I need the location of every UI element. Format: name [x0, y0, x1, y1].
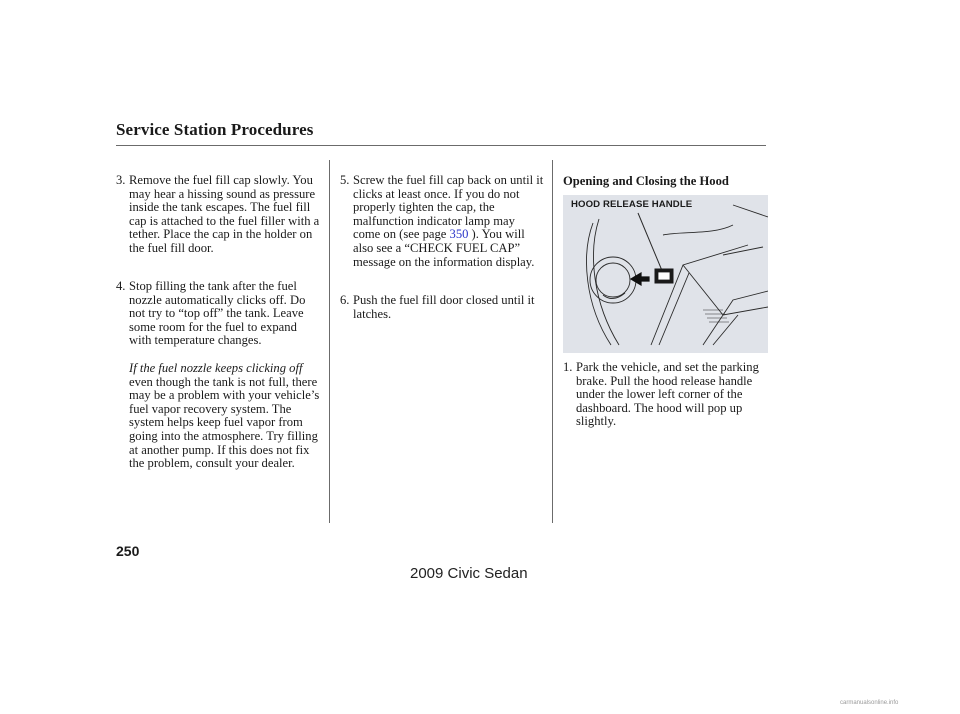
- step-number: 5.: [340, 173, 350, 187]
- hood-release-illustration: [563, 195, 768, 353]
- step-text: Stop filling the tank after the fuel nozzle automatically clicks off. Do not try to “top off” the tank. Leave some room for the fuel to expand with temperature changes.: [129, 279, 306, 348]
- step-3: [116, 174, 322, 256]
- step-text: Park the vehicle, and set the parking brake. Pull the hood release handle under the lower left corner of the dashboard. The hood will pop up slightly.: [576, 360, 759, 429]
- note-text: even though the tank is not full, there may be a problem with your vehicle’s fuel vapor recovery system. The system helps keep fuel vapor from going into the atmosphere. Try filling at another pump. If this does not fix the problem, consult your dealer.: [129, 374, 320, 471]
- figure-label: HOOD RELEASE HANDLE: [571, 199, 693, 210]
- page-350-link[interactable]: 350: [449, 227, 469, 242]
- page-number: 250: [116, 543, 140, 559]
- step-5: [340, 174, 545, 269]
- step-4: [116, 280, 322, 348]
- step-text: Push the fuel fill door closed until it latches.: [353, 293, 535, 321]
- title-divider: [116, 145, 766, 146]
- hood-release-figure: [563, 195, 768, 353]
- step-number: 1.: [563, 360, 573, 374]
- column-divider-left: [329, 160, 330, 523]
- page-title: Service Station Procedures: [116, 120, 314, 139]
- step-number: 4.: [116, 279, 126, 293]
- step-6: [340, 294, 545, 321]
- step-text: Remove the fuel fill cap slowly. You may hear a hissing sound as pressure inside the tank escapes. The fuel fill cap is attached to the fuel filler with a tether. Place the cap in the holder on the fuel fill door.: [129, 173, 320, 255]
- step-1: [563, 361, 768, 429]
- step-number: 6.: [340, 293, 350, 307]
- watermark: carmanualsonline.info: [840, 700, 899, 706]
- column-divider-right: [552, 160, 553, 523]
- footer-model: 2009 Civic Sedan: [410, 565, 528, 582]
- hood-section-heading: Opening and Closing the Hood: [563, 174, 729, 188]
- step-text: Screw the fuel fill cap back on until it clicks at least once. If you do not properly tighten the cap, the malfunction indicator lamp may come on (see page 350 ). You will also see a “CHECK FUEL CAP” message on the information display.: [353, 173, 544, 269]
- step-number: 3.: [116, 173, 126, 187]
- note-heading: If the fuel nozzle keeps clicking off: [129, 361, 303, 375]
- fuel-nozzle-note: [129, 362, 322, 471]
